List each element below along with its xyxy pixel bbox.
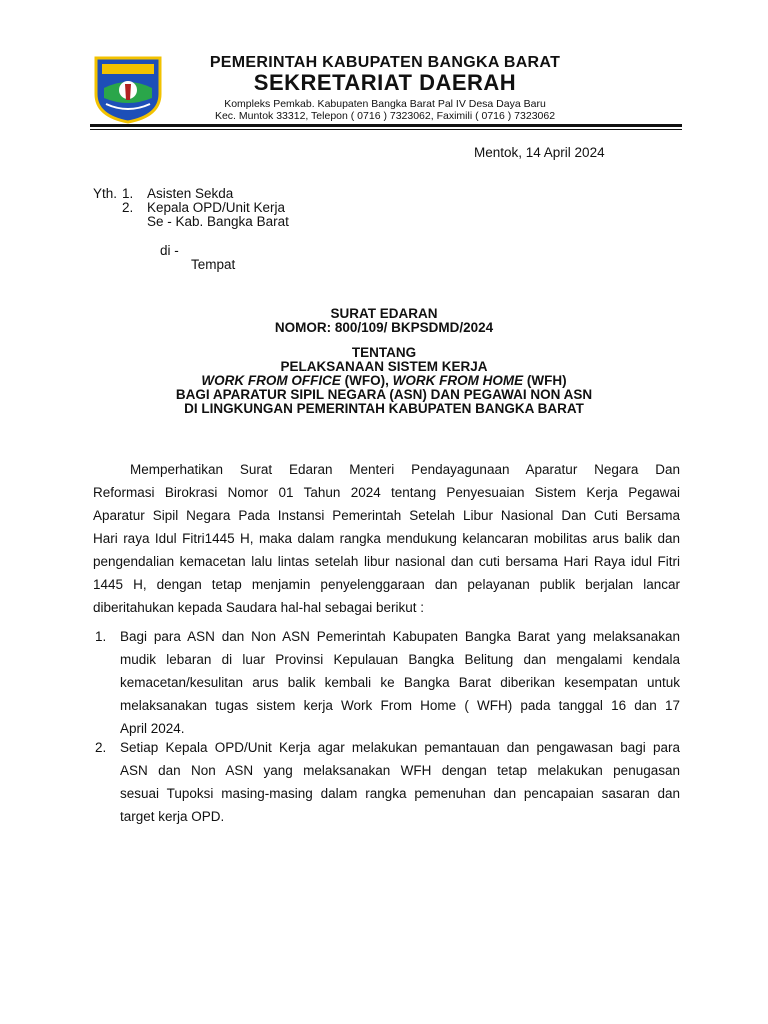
intro-line: pengendalian kemacetan lalu lintas setelah libur nasional dan cuti bersama Hari Raya idul Fitri [93, 554, 680, 569]
intro-line: Reformasi Birokrasi Nomor 01 Tahun 2024 tentang Penyesuaian Sistem Kerja Pegawai [93, 485, 680, 500]
recipient-item: Asisten Sekda [147, 186, 234, 201]
point-body [120, 736, 680, 828]
wfo-abbrev: (WFO), [340, 373, 393, 388]
intro-line: 1445 H, dengan tetap menjamin penyelenggaraan dan pelayanan publik berjalan lancar [93, 577, 680, 592]
point-line: April 2024. [120, 721, 185, 736]
address-line-1: Kompleks Pemkab. Kabupaten Bangka Barat Pal IV Desa Daya Baru [224, 98, 546, 110]
circular-subject-line-2 [0, 373, 768, 388]
point-line: Setiap Kepala OPD/Unit Kerja agar melakukan pemantauan dan pengawasan bagi para [120, 740, 680, 755]
point-line: mudik lebaran di luar Provinsi Kepulauan Bangka Belitung dan mengalami kendala [120, 652, 680, 667]
letter-date: Mentok, 14 April 2024 [474, 145, 605, 160]
intro-line: Aparatur Sipil Negara Pada Instansi Pemerintah Setelah Libur Nasional Dan Cuti Bersama [93, 508, 680, 523]
circular-subject-line-3: BAGI APARATUR SIPIL NEGARA (ASN) DAN PEGAWAI NON ASN [175, 387, 593, 402]
point-line: kemacetan/kesulitan arus balik kembali ke Bangka Barat diberikan kesempatan untuk [120, 675, 680, 690]
recipient-number: 1. [122, 186, 134, 201]
circular-type: SURAT EDARAN [330, 306, 438, 321]
intro-line: diberitahukan kepada Saudara hal-hal sebagai berikut : [93, 600, 424, 615]
intro-paragraph [93, 458, 680, 619]
point-line: Bagi para ASN dan Non ASN Pemerintah Kabupaten Bangka Barat yang melaksanakan [120, 629, 680, 644]
recipient-scope: Se - Kab. Bangka Barat [147, 214, 289, 229]
recipient-di: di - [160, 243, 179, 258]
intro-line: Hari raya Idul Fitri1445 H, maka dalam rangka mendukung kelancaran mobilitas arus balik dan [93, 531, 680, 546]
wfh-abbrev: (WFH) [523, 373, 567, 388]
point-line: ASN dan Non ASN yang melaksanakan WFH dengan tetap melakukan penugasan [120, 763, 680, 778]
point-line: target kerja OPD. [120, 809, 225, 824]
recipient-salutation: Yth. [93, 186, 118, 201]
government-name: PEMERINTAH KABUPATEN BANGKA BARAT [209, 54, 561, 71]
point-line: sesuai Tupoksi masing-masing dalam rangka pemenuhan dan pencapaian sasaran dan [120, 786, 680, 801]
intro-line: Memperhatikan Surat Edaran Menteri Pendayagunaan Aparatur Negara Dan [130, 462, 680, 477]
recipient-item: Kepala OPD/Unit Kerja [147, 200, 286, 215]
recipient-place: Tempat [191, 257, 236, 272]
circular-about: TENTANG [351, 345, 417, 360]
letterhead-rule-thin [90, 129, 682, 130]
circular-number: NOMOR: 800/109/ BKPSDMD/2024 [274, 320, 494, 335]
wfo-term: WORK FROM OFFICE [201, 373, 341, 388]
secretariat-name: SEKRETARIAT DAERAH [253, 70, 517, 95]
point-number: 1. [95, 629, 107, 644]
point-line: melaksanakan tugas sistem kerja Work From Home ( WFH) pada tanggal 16 dan 17 [120, 698, 680, 713]
wfh-term: WORK FROM HOME [392, 373, 524, 388]
point-body [120, 625, 680, 740]
recipient-number: 2. [122, 200, 134, 215]
point-number: 2. [95, 740, 107, 755]
circular-subject-line-1: PELAKSANAAN SISTEM KERJA [280, 359, 488, 374]
letterhead-rule-thick [90, 124, 682, 127]
circular-subject-line-4: DI LINGKUNGAN PEMERINTAH KABUPATEN BANGKA BARAT [184, 401, 584, 416]
address-line-2: Kec. Muntok 33312, Telepon ( 0716 ) 7323062, Faximili ( 0716 ) 7323062 [214, 110, 556, 122]
